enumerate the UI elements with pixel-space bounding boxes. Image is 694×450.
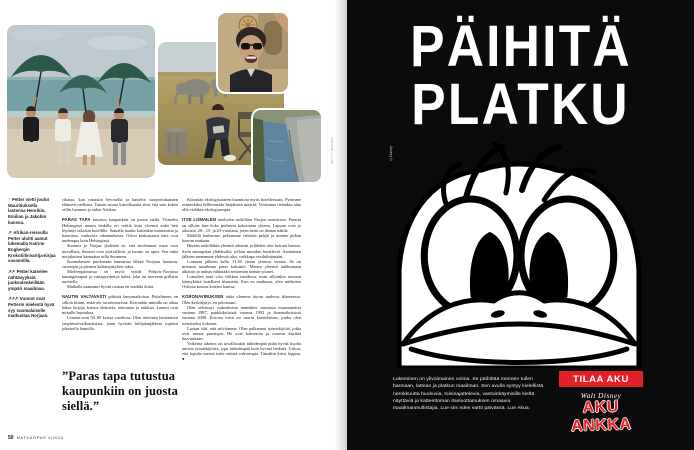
caption (8, 296, 56, 319)
paragraph-lead: PARAS TAPA (62, 216, 91, 222)
paragraph: Kiinnitän ekologisuuteen huomiota myös hotelleissani. Pyrimme esimerkiksi hillitsemään biojätteen määrää. Voisimme tietenkin aina olla vieläkin ekologisempia. (182, 197, 301, 213)
aku-ankka-ad-page (347, 0, 694, 450)
paragraph-text: takia olemme täysin uudessa tilanteessa. Olen keskittynyt, en peloissani. (182, 294, 301, 306)
caption-text: Vuonot ovat Petterin mielestä hyvä syy suomalaiselle matkustaa Norjaan. (8, 296, 55, 319)
caption (8, 230, 56, 264)
caption (8, 197, 56, 225)
paragraph (62, 217, 178, 243)
aku-ankka-logo: AKU ANKKA (570, 398, 632, 436)
pull-quote: ”Paras tapa tutustua kaupunkiin on juosta siellä.” (62, 369, 178, 413)
page-footer (8, 435, 64, 441)
paragraph: Luotan silti, että selviämme. Olen palkannut työntekijöitä, jotka ovat minua parempia. He ovat kokeneita ja osaavat käyttää luovuuttaan. (182, 325, 301, 341)
paragraph: Vaikeina aikoina on tavallistakin tärkeämpää pitää hyvää huolta omista työntekijöistä, jopa tärkeämpää kuin hyvinä hetkinä. Uskon, että lopulta meistä tulee entistä vahvempia. Tämäkin kriisi loppuu. ● (182, 341, 301, 362)
arrow-upright-icon: ↗↗ (8, 268, 15, 274)
caption-text: Petter katselee nähtävyyksiä juoksulenkeillään ympäri maailmaa. (8, 268, 48, 291)
paragraph-lead: ITSE LOMAILEN (182, 216, 217, 222)
issue-number: 4|2020 (47, 435, 64, 440)
headline-text: PÄIHITÄ (409, 12, 632, 79)
photo-beach-umbrellas (7, 25, 155, 178)
paragraph: Lomailen noin viisi viikkoa vuodessa, tosin silloinkin seuraan kännykästä hotellieni tilannetta. Kun en matkusta, olen mieluiten Oslossa kotona koirani kanssa. (182, 274, 301, 290)
paragraph-lead: KORONAVIRUKSEN (182, 294, 224, 300)
disney-copyright: ©Disney (389, 146, 393, 161)
paragraph-text: pitkistä lentomatkoista. Puhelimeni on silloin kiinni, enkä ole tavoitettavissa. Kerrankin minulla on aikaa lukea kirjoja, katsoa elokuvia, rentoutua ja nukkua. Lennot ovat minulle lepoaikaa. (62, 294, 178, 316)
arrow-up-icon: ↑ (8, 197, 10, 202)
paragraph (182, 217, 301, 233)
body-column-2 (182, 197, 301, 362)
photo-captions (8, 197, 56, 324)
ad-body-text: Lukeminen on ylivoimainen voima. Se päihittää mennen tullen harmaan, lattean ja platkun maailman. Sen avulla syntyy kielellistä nerokkuutta huokuvia, toisinajattelevia, vastoinkäymisille kieltä näyttäviä ja katteettoman itseluottamuksen omaavia maailmanmullistajia. Lue siis edes vartti päivässä. Lue Akua. (393, 376, 544, 412)
paragraph: rikassa, kun ratsastin hevosella ja katselin satojentuhansien eläinten vaellusta. Tunsin suurta kiitollisuutta siitä, että sain kokea villin luonnon ja aidon Afrikan. (62, 197, 178, 213)
caption (8, 269, 56, 292)
caption-text: Petter vietti joulut Mauritiuksella lastensa Henrikin, Emilian ja Jakobin kanssa. (8, 197, 50, 225)
ad-headline-line2 (347, 70, 694, 137)
donald-duck-artwork (393, 138, 645, 368)
body-column-1 (62, 197, 178, 331)
photo-credit: GETTY IMAGES (330, 137, 334, 165)
arrow-upright-icon: ↗↗↗ (8, 296, 18, 302)
paragraph-lead: NAUTIN VALTAVASTI (62, 294, 107, 300)
subscribe-button[interactable]: TILAA AKU (559, 371, 643, 387)
paragraph: Lounaan jälkeen kello 13.30 vietän yleensä siestaa. Se on minusta maailman paras keksintö. Menen yleensä nukkumaan aikaisin ja nukun vähintään seitsemän tunnin yöunet. (182, 258, 301, 275)
paragraph: Mieleenpainuvaa on myös syödä Pohjois-Norjassa kuningasrapua ja vastapyydettyä kalaa, joka on tuoreena grillattu nuotiolla. (62, 269, 178, 285)
paragraph-text: tutustua kaupunkiin on juosta siellä. Viimeksi Helsingissä menin lenkille eri reittiä kuin yleensä enkä heti löytänyt takaisin hotellille. Samalla nautin kuitenkin maisemista ja kauniista, vanhoista rakennuksista. Oslon keskustassa talot ovat uudempia kuin Helsingissä. (62, 216, 178, 244)
ad-headline-line1 (347, 12, 694, 79)
arrow-upright-icon: ↗ (8, 230, 12, 236)
headline-text: PLATKU (411, 70, 630, 137)
paragraph-text: mieluiten mökilläni Norjan saaristossa. Parasta on silloin, kun koko perheeni kokoontuu yhteen. Lapseni ovat jo aikuisia, 28-, 25- ja 23-vuotiaita, joten heitä on ihanaa nähdä. (182, 216, 302, 234)
paragraph: Suomalaisten puolestaan kannattaa lähteä Norjaan luonnon, vuonojen ja pienten kalastajakylien takia. (62, 258, 178, 269)
page-number: 50 (8, 435, 14, 441)
caption-text: Afrikan-reissulla Petter aloitti aamut lukemalla Katrine Engbergin Krokotiilinvartija-kirjaa savannilla. (8, 230, 56, 264)
photo-selfie-sunglasses (218, 13, 288, 92)
paragraph (62, 294, 178, 315)
photo-fjord-cliff (253, 110, 321, 182)
paragraph: Suomea ja Norjaa yhdistää se, että molemmat maat ovat turvallisia, ihmiset ovat ystävällisiä, ja luonto on upea. Sen takia norjalaisten kannattaa tulla Suomeen. (62, 243, 178, 259)
paragraph: Matkalla saamaani hyvää ruokaa en unohda ikinä. (67, 284, 154, 290)
paragraph: Mökillä laulamme, pelaamme erilaisia pelejä ja uimme pitkän kaavan mukaan. (182, 233, 301, 244)
magazine-name: MATKAOPAS (16, 435, 47, 440)
paragraph: Herään mökilläkin yleensä aikaisin ja lähden ulos koirani kanssa. Syön aamupalan yhdeksältä, jolloin muutkin heräilevät. Aamiaisen jälkeen menemme yhdessä ulos, vaikkapa vesihiihtämään. (182, 243, 301, 259)
paragraph (182, 294, 301, 305)
paragraph: Olen selvinnyt vaikeuksista ennenkin: mustasta maanantaista vuonna 1987, pankkikriisistä vuonna 1992 ja finanssikriisistä vuonna 2008. Korona tosin on suurin koettelemus, jonka olen toistaiseksi kokenut. (182, 305, 301, 326)
walt-disney-logo: Walt Disney (580, 391, 622, 400)
paragraph: Lennän noin 50–80 kertaa vuodessa. Olen tietoinen lentämisen ympäristövaikutuksista, joten hyvitän hiilijalanjälkeni tuplasti jokaisella lennolla. (62, 315, 178, 331)
